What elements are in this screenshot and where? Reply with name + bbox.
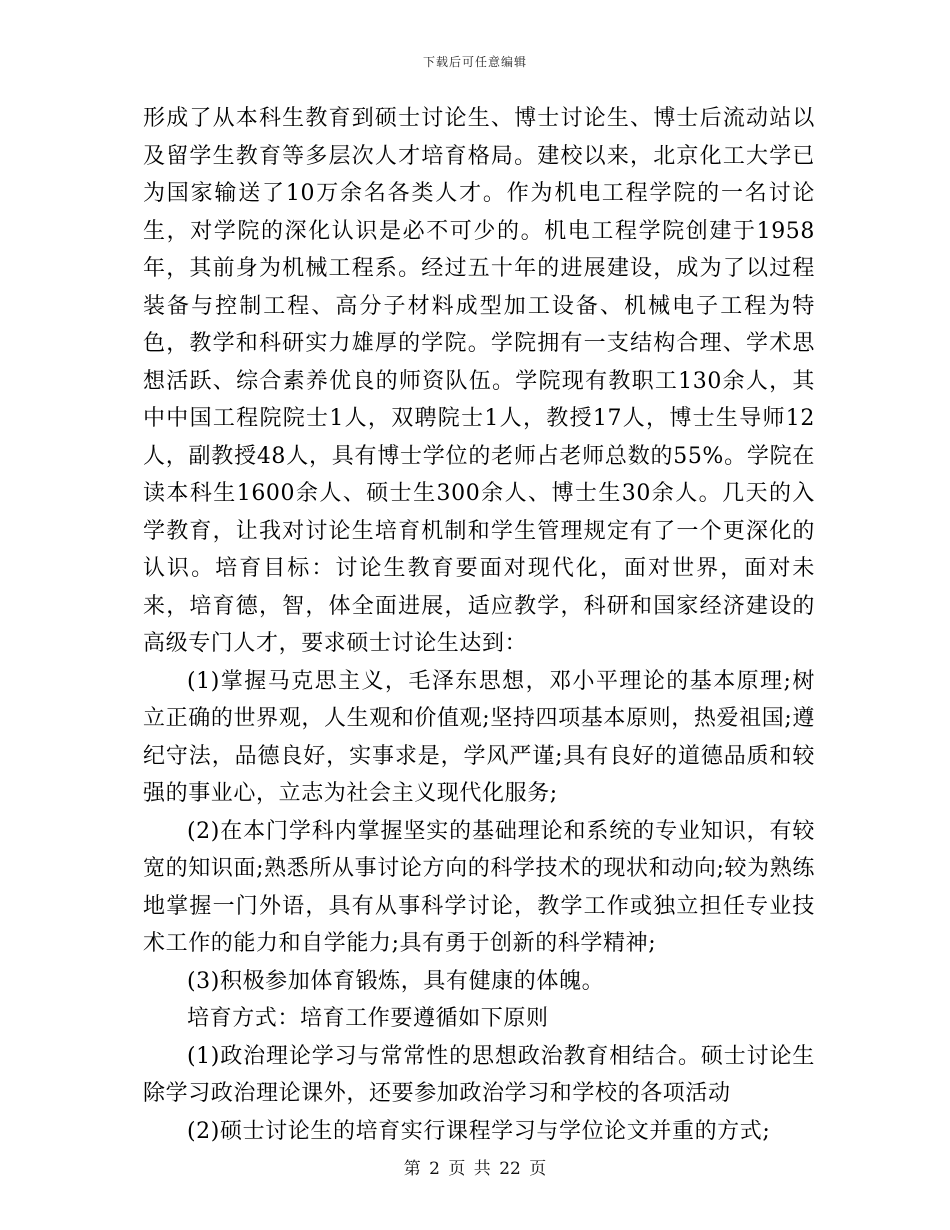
paragraph-method-1: (1)政治理论学习与常常性的思想政治教育相结合。硕士讨论生除学习政治理论课外，还要参加政治学习和学校的各项活动: [143, 1043, 815, 1106]
paragraph-intro: 形成了从本科生教育到硕士讨论生、博士讨论生、博士后流动站以及留学生教育等多层次人才培育格局。建校以来，北京化工大学已为国家输送了10万余名各类人才。作为机电工程学院的一名讨论生，对学院的深化认识是必不可少的。机电工程学院创建于1958年，其前身为机械工程系。经过五十年的进展建设，成为了以过程装备与控制工程、高分子材料成型加工设备、机械电子工程为特色，教学和科研实力雄厚的学院。学院拥有一支结构合理、学术思想活跃、综合素养优良的师资队伍。学院现有教职工130余人，其中中国工程院院士1人，双聘院士1人，教授17人，博士生导师12人，副教授48人，具有博士学位的老师占老师总数的55%。学院在读本科生1600余人、硕士生300余人、博士生30余人。几天的入学教育，让我对讨论生培育机制和学生管理规定有了一个更深化的认识。培育目标：讨论生教育要面对现代化，面对世界，面对未来，培育德，智，体全面进展，适应教学，科研和国家经济建设的高级专门人才，要求硕士讨论生达到：: [143, 106, 815, 656]
paragraph-method-2: (2)硕士讨论生的培育实行课程学习与学位论文并重的方式;: [187, 1118, 771, 1144]
paragraph-method-heading: 培育方式：培育工作要遵循如下原则: [187, 1006, 549, 1031]
page-footer: 第 2 页 共 22 页: [403, 1159, 547, 1179]
page-header: 下载后可任意编辑: [422, 55, 527, 69]
document-body: [143, 100, 815, 1150]
paragraph-goal-3: (3)积极参加体育锻炼，具有健康的体魄。: [187, 968, 605, 994]
paragraph-goal-2: (2)在本门学科内掌握坚实的基础理论和系统的专业知识，有较宽的知识面;熟悉所从事讨论方向的科学技术的现状和动向;较为熟练地掌握一门外语，具有从事科学讨论，教学工作或独立担任专业技术工作的能力和自学能力;具有勇于创新的科学精神;: [143, 818, 815, 956]
paragraph-goal-1: (1)掌握马克思主义，毛泽东思想，邓小平理论的基本原理;树立正确的世界观，人生观和价值观;坚持四项基本原则，热爱祖国;遵纪守法，品德良好，实事求是，学风严谨;具有良好的道德品质和较强的事业心，立志为社会主义现代化服务;: [143, 668, 815, 806]
